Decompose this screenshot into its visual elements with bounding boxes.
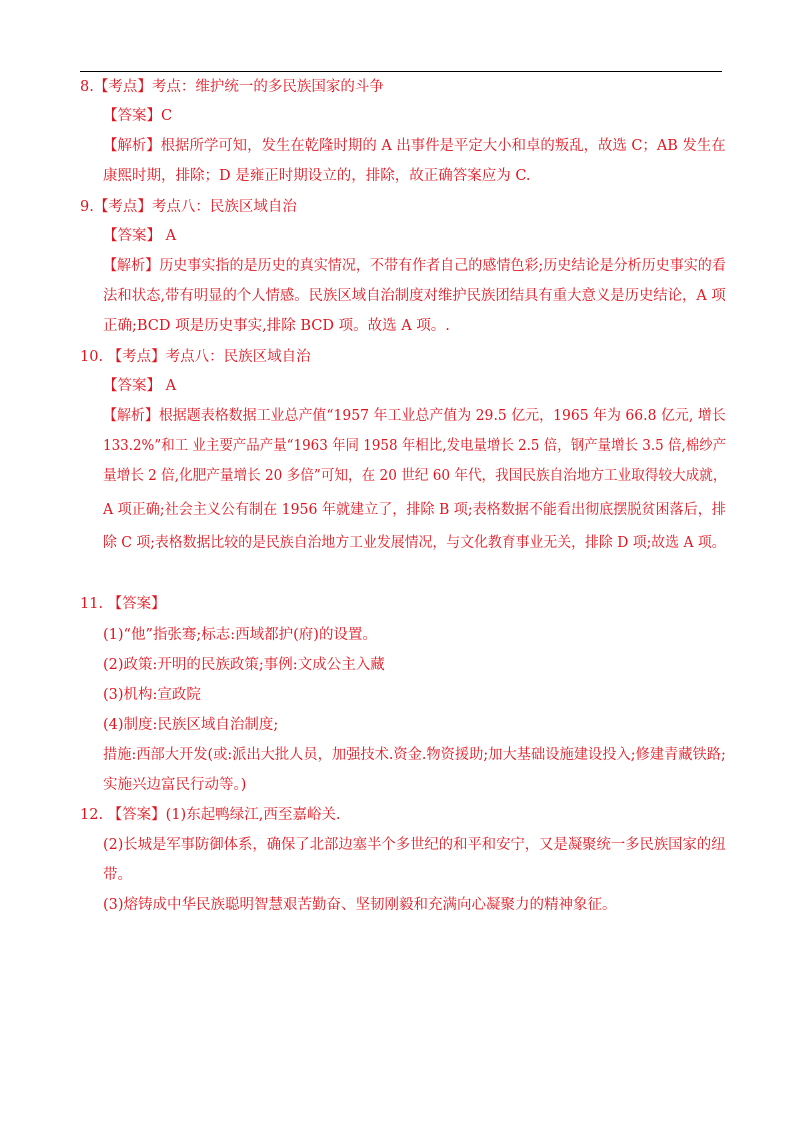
q10-analysis-line: 133.2%”和工 业主要产品产量“1963 年同 1958 年相比,发电量增长 2.5 倍，钢产量增长 3.5 倍,棉纱产 <box>103 438 727 454</box>
q12-line: 带。 <box>103 867 132 883</box>
q8-heading: 8.【考点】考点：维护统一的多民族国家的斗争 <box>80 79 384 95</box>
q10-analysis-line: 除 C 项;表格数据比较的是民族自治地方工业发展情况，与文化教育事业无关，排除 D 项;故选 A 项。 <box>103 535 726 551</box>
q12-heading: 12. 【答案】(1)东起鸭绿江,西至嘉峪关. <box>80 807 341 823</box>
q11-heading: 11. 【答案】 <box>80 596 166 612</box>
q11-line: (2)政策:开明的民族政策;事例:文成公主入藏 <box>103 657 385 673</box>
q10-analysis-line: A 项正确;社会主义公有制在 1956 年就建立了，排除 B 项;表格数据不能看出彻底摆脱贫困落后，排 <box>103 502 726 518</box>
q10-analysis-line: 【解析】根据题表格数据工业总产值“1957 年工业总产值为 29.5 亿元，1965 年为 66.8 亿元, 增长 <box>103 408 726 424</box>
q9-analysis-line: 法和状态,带有明显的个人情感。民族区域自治制度对维护民族团结具有重大意义是历史结论，A 项 <box>103 288 726 304</box>
q10-analysis-line: 量增长 2 倍,化肥产量增长 20 多倍”可知，在 20 世纪 60 年代，我国民族自治地方工业取得较大成就， <box>103 468 727 484</box>
q11-line: (1)“他”指张骞;标志:西域都护(府)的设置。 <box>103 627 377 643</box>
q10-answer: 【答案】 A <box>103 378 177 394</box>
q9-heading: 9.【考点】考点八：民族区域自治 <box>80 199 297 215</box>
q8-analysis-line: 康熙时期，排除；D 是雍正时期设立的，排除，故正确答案应为 C. <box>103 168 531 184</box>
q12-line: (2)长城是军事防御体系，确保了北部边塞半个多世纪的和平和安宁，又是凝聚统一多民族国家的纽 <box>103 837 726 853</box>
q11-line: 措施:西部大开发(或:派出大批人员，加强技术.资金.物资援助;加大基础设施建设投入;修建青藏铁路; <box>103 747 726 763</box>
q11-line: 实施兴边富民行动等。) <box>103 777 247 793</box>
q8-analysis-line: 【解析】根据所学可知，发生在乾隆时期的 A 出事件是平定大小和卓的叛乱，故选 C；AB 发生在 <box>103 138 726 154</box>
q11-line: (4)制度:民族区域自治制度; <box>103 717 279 733</box>
q9-analysis-line: 正确;BCD 项是历史事实,排除 BCD 项。故选 A 项。. <box>103 318 450 334</box>
q8-answer: 【答案】C <box>103 108 173 124</box>
q12-line: (3)熔铸成中华民族聪明智慧艰苦勤奋、坚韧刚毅和充满向心凝聚力的精神象征。 <box>103 897 617 913</box>
q10-heading: 10. 【考点】考点八：民族区域自治 <box>80 349 311 365</box>
header-rule <box>80 71 722 72</box>
q11-line: (3)机构:宣政院 <box>103 687 201 703</box>
q9-answer: 【答案】 A <box>103 228 177 244</box>
q9-analysis-line: 【解析】历史事实指的是历史的真实情况，不带有作者自己的感情色彩;历史结论是分析历史事实的看 <box>103 258 726 274</box>
